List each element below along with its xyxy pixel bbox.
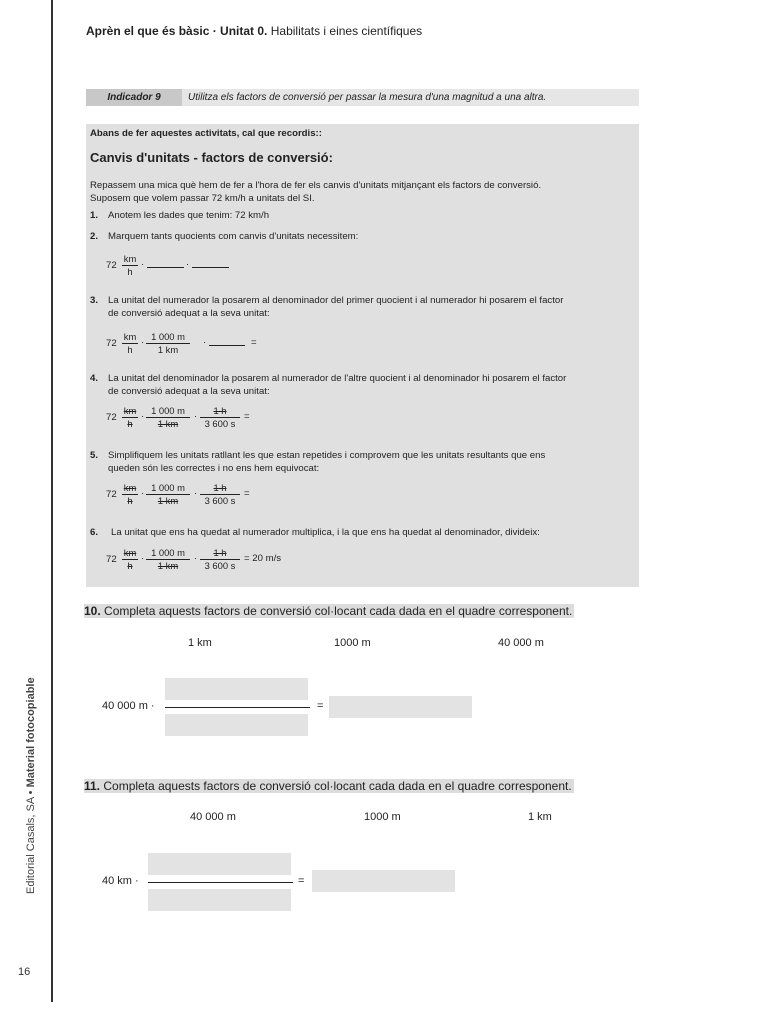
numerator-answer-box[interactable] xyxy=(165,678,308,700)
equals-sign: = xyxy=(317,700,324,712)
value-72: 72 xyxy=(106,489,117,500)
value-72: 72 xyxy=(106,412,117,423)
fraction-km-h xyxy=(122,547,138,572)
photocopiable-label: Material fotocopiable xyxy=(25,677,37,788)
blank-line xyxy=(209,345,245,346)
value-72: 72 xyxy=(106,260,117,271)
fraction-km-h xyxy=(122,482,138,507)
fraction-denominator: 1 km xyxy=(157,560,179,571)
header-topic: Habilitats i eines científiques xyxy=(267,24,423,38)
fraction-h-s xyxy=(200,482,240,507)
step-text: La unitat del denominador la posarem al numerador de l'altre quocient i al denominador hi posarem el factor xyxy=(108,373,567,384)
fraction-denominator: 3 600 s xyxy=(204,418,236,429)
fraction-line xyxy=(165,707,310,708)
option-tile[interactable]: 1 km xyxy=(188,637,212,649)
fraction-line xyxy=(148,882,293,883)
step-number: 6. xyxy=(90,527,99,538)
fraction-denominator: h xyxy=(127,495,133,506)
reminder-box xyxy=(86,124,639,587)
bullet-separator: • xyxy=(25,787,37,798)
fraction-h-s xyxy=(200,405,240,430)
exercise-number: 11. xyxy=(84,779,101,793)
fraction-denominator: 1 km xyxy=(157,344,179,355)
blank-line xyxy=(192,267,229,268)
fraction-m-km xyxy=(146,482,190,507)
intro-line-1: Repassem una mica què hem de fer a l'hora de fer els canvis d'unitats mitjançant els factors de conversió. xyxy=(90,180,542,191)
box-title: Canvis d'unitats - factors de conversió: xyxy=(90,150,333,165)
step-number: 2. xyxy=(90,231,99,242)
step-text: La unitat que ens ha quedat al numerador multiplica, i la que ens ha quedat al denominador, divideix: xyxy=(111,527,540,538)
left-hand-side: 40 000 m · xyxy=(102,700,155,712)
step-text: Anotem les dades que tenim: 72 km/h xyxy=(108,210,270,221)
fraction-km-h xyxy=(122,253,138,278)
fraction-denominator: 3 600 s xyxy=(204,495,236,506)
option-tile[interactable]: 40 000 m xyxy=(190,811,236,823)
denominator-answer-box[interactable] xyxy=(148,889,291,911)
fraction-numerator: 1 000 m xyxy=(146,405,190,418)
result-answer-box[interactable] xyxy=(329,696,472,718)
fraction-denominator: h xyxy=(127,266,133,277)
fraction-denominator: 1 km xyxy=(157,418,179,429)
step-text: Simplifiquem les unitats ratllant les que estan repetides i comprovem que les unitats resultants que ens xyxy=(108,450,546,461)
left-hand-side: 40 km · xyxy=(102,875,139,887)
publisher-label: Editorial Casals, SA xyxy=(25,797,37,894)
step-number: 3. xyxy=(90,295,99,306)
equals-sign: = xyxy=(251,337,257,348)
fraction-numerator: 1 h xyxy=(200,482,240,495)
intro-line-2: Suposem que volem passar 72 km/h a unitats del SI. xyxy=(90,193,315,204)
step-text: queden són les correctes i no ens hem equivocat: xyxy=(108,463,320,474)
header-unit: Aprèn el que és bàsic · Unitat 0. xyxy=(86,24,268,38)
fraction-m-km xyxy=(146,547,190,572)
option-tile[interactable]: 1000 m xyxy=(364,811,401,823)
indicator-text: Utilitza els factors de conversió per passar la mesura d'una magnitud a una altra. xyxy=(188,92,547,103)
step-number: 1. xyxy=(90,210,99,221)
indicator-label: Indicador 9 xyxy=(86,89,182,106)
remember-heading: Abans de fer aquestes activitats, cal que recordis:: xyxy=(90,128,322,139)
fraction-numerator: 1 000 m xyxy=(146,547,190,560)
equals-sign: = xyxy=(298,875,305,887)
fraction-denominator: 1 km xyxy=(157,495,179,506)
exercise-11-statement xyxy=(84,779,574,793)
fraction-h-s xyxy=(200,547,240,572)
fraction-numerator: km xyxy=(123,547,137,558)
fraction-numerator: 1 h xyxy=(200,405,240,418)
fraction-numerator: km xyxy=(123,331,137,342)
equals-sign: = xyxy=(244,411,250,422)
dot-operator: · xyxy=(203,337,207,348)
result-answer-box[interactable] xyxy=(312,870,455,892)
dot-operator: · xyxy=(141,553,145,564)
fraction-m-km xyxy=(146,331,190,356)
value-72: 72 xyxy=(106,554,117,565)
dot-operator: · xyxy=(141,259,145,270)
result-value: = 20 m/s xyxy=(244,553,282,564)
fraction-denominator: h xyxy=(127,418,133,429)
step-text: Marquem tants quocients com canvis d'unitats necessitem: xyxy=(108,231,359,242)
fraction-numerator: km xyxy=(123,253,137,264)
dot-operator: · xyxy=(194,553,198,564)
exercise-number: 10. xyxy=(84,604,101,618)
value-72: 72 xyxy=(106,338,117,349)
dot-operator: · xyxy=(141,488,145,499)
option-tile[interactable]: 1 km xyxy=(528,811,552,823)
exercise-10-statement xyxy=(84,604,574,618)
step-number: 5. xyxy=(90,450,99,461)
dot-operator: · xyxy=(186,259,190,270)
page-header xyxy=(86,24,422,38)
denominator-answer-box[interactable] xyxy=(165,714,308,736)
fraction-numerator: 1 000 m xyxy=(146,331,190,344)
numerator-answer-box[interactable] xyxy=(148,853,291,875)
sidebar-credit xyxy=(25,677,37,894)
fraction-km-h xyxy=(122,405,138,430)
dot-operator: · xyxy=(194,411,198,422)
step-text: de conversió adequat a la seva unitat: xyxy=(108,308,270,319)
option-tile[interactable]: 1000 m xyxy=(334,637,371,649)
fraction-numerator: 1 h xyxy=(200,547,240,560)
fraction-denominator: h xyxy=(127,344,133,355)
dot-operator: · xyxy=(194,488,198,499)
fraction-numerator: km xyxy=(123,482,137,493)
dot-operator: · xyxy=(141,411,145,422)
fraction-denominator: 3 600 s xyxy=(204,560,236,571)
fraction-numerator: km xyxy=(123,405,137,416)
step-text: La unitat del numerador la posarem al denominador del primer quocient i al numerador hi posarem el factor xyxy=(108,295,564,306)
exercise-text: Completa aquests factors de conversió col·locant cada dada en el quadre corresponent. xyxy=(104,604,573,618)
fraction-numerator: 1 000 m xyxy=(146,482,190,495)
equals-sign: = xyxy=(244,488,250,499)
fraction-km-h xyxy=(122,331,138,356)
margin-rule xyxy=(51,0,53,1002)
option-tile[interactable]: 40 000 m xyxy=(498,637,544,649)
fraction-m-km xyxy=(146,405,190,430)
step-number: 4. xyxy=(90,373,99,384)
blank-line xyxy=(147,267,184,268)
exercise-text: Completa aquests factors de conversió col·locant cada dada en el quadre corresponent. xyxy=(103,779,572,793)
dot-operator: · xyxy=(141,337,145,348)
step-text: de conversió adequat a la seva unitat: xyxy=(108,386,270,397)
indicator-bar xyxy=(86,89,639,106)
fraction-denominator: h xyxy=(127,560,133,571)
page-number: 16 xyxy=(18,966,31,978)
